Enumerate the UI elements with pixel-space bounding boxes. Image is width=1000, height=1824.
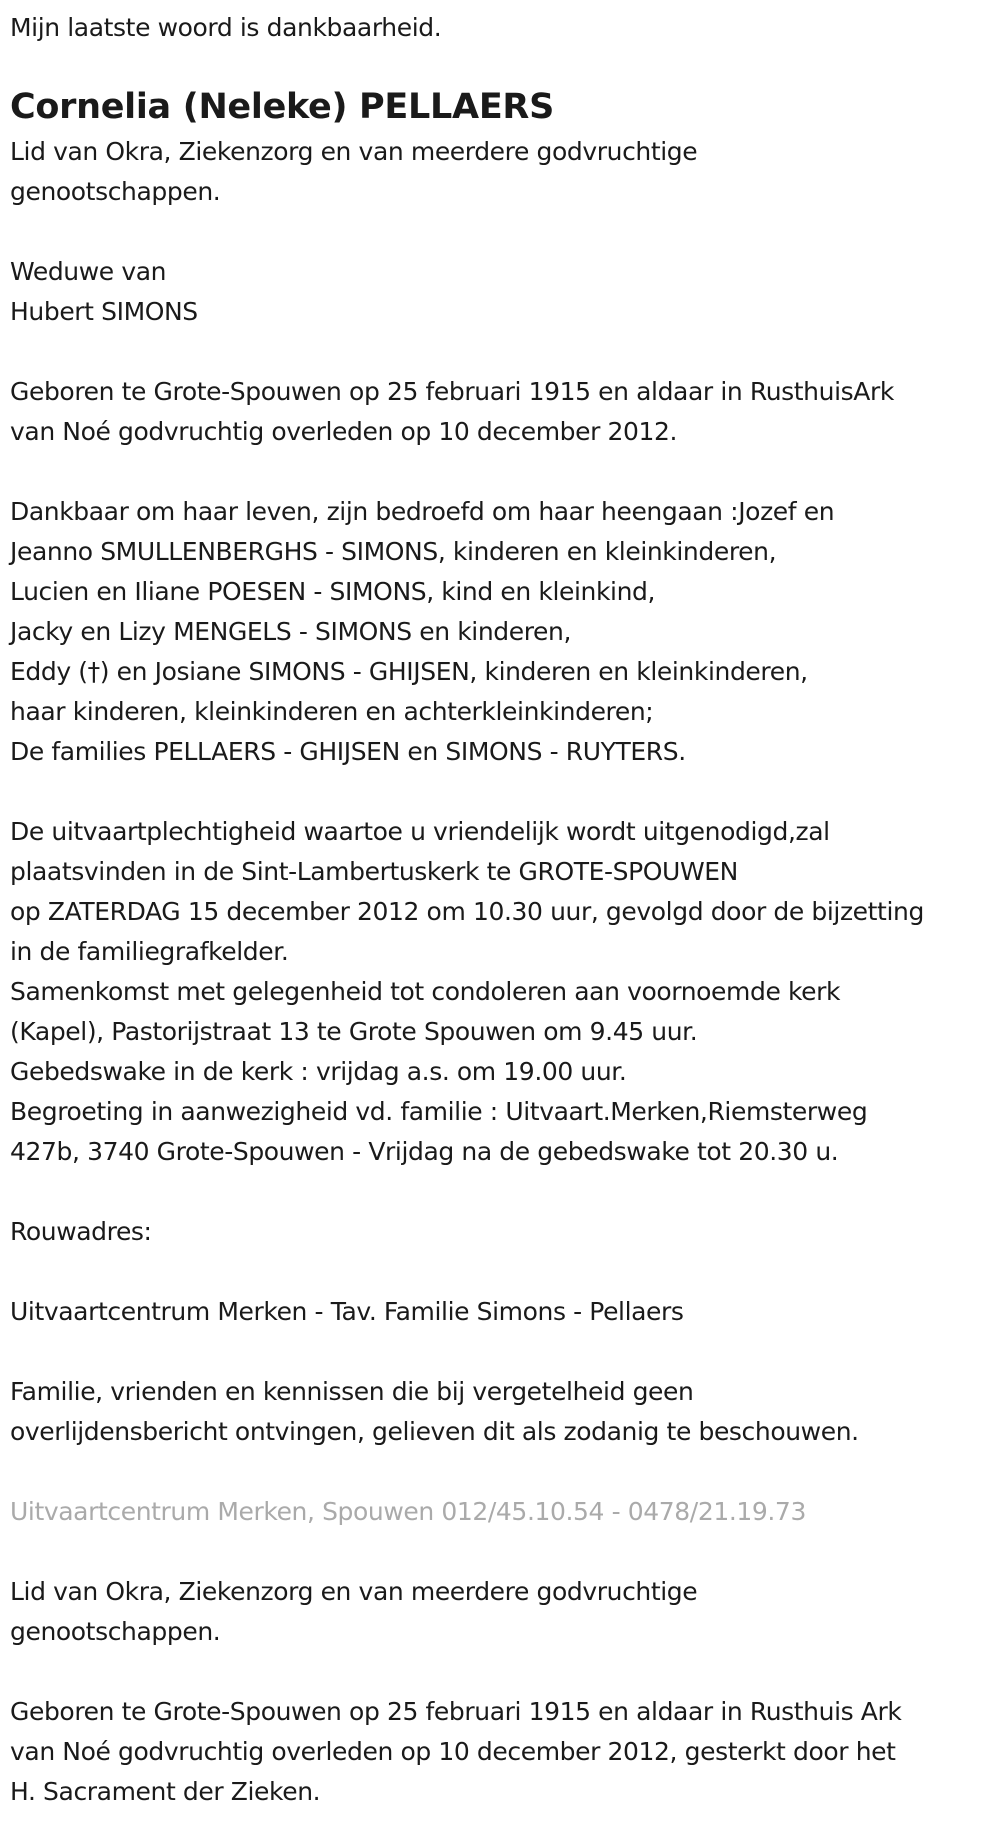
- ceremony-line: in de familiegrafkelder.: [10, 937, 289, 966]
- notice-line: Familie, vrienden en kennissen die bij vergetelheid geen: [10, 1377, 694, 1406]
- spacer: [10, 1172, 995, 1212]
- membership-line: Lid van Okra, Ziekenzorg en van meerdere godvruchtige: [10, 137, 698, 166]
- birth-death-paragraph: [10, 372, 995, 452]
- ceremony-line: De uitvaartplechtigheid waartoe u vriendelijk wordt uitgenodigd,zal: [10, 817, 830, 846]
- spacer: [10, 772, 995, 812]
- ceremony-paragraph: [10, 812, 995, 1172]
- spacer: [10, 1252, 995, 1292]
- spacer: [10, 1452, 995, 1492]
- ceremony-line: Gebedswake in de kerk : vrijdag a.s. om 19.00 uur.: [10, 1057, 627, 1086]
- spacer: [10, 332, 995, 372]
- opening-quote: Mijn laatste woord is dankbaarheid.: [10, 13, 442, 42]
- ceremony-line: plaatsvinden in de Sint-Lambertuskerk te GROTE-SPOUWEN: [10, 857, 738, 886]
- ceremony-line: Samenkomst met gelegenheid tot condoleren aan voornoemde kerk: [10, 977, 841, 1006]
- address-label: Rouwadres:: [10, 1217, 152, 1246]
- ceremony-line: op ZATERDAG 15 december 2012 om 10.30 uur, gevolgd door de bijzetting: [10, 897, 924, 926]
- family-line: Jacky en Lizy MENGELS - SIMONS en kinderen,: [10, 617, 572, 646]
- spacer: [10, 1332, 995, 1372]
- family-line: haar kinderen, kleinkinderen en achterkleinkinderen;: [10, 697, 654, 726]
- family-line: Lucien en Iliane POESEN - SIMONS, kind en kleinkind,: [10, 577, 656, 606]
- birth-death-line: Geboren te Grote-Spouwen op 25 februari 1915 en aldaar in RusthuisArk: [10, 377, 894, 406]
- spouse-paragraph: [10, 252, 995, 332]
- membership-paragraph: [10, 132, 995, 212]
- membership-repeat-paragraph: [10, 1572, 995, 1652]
- obituary-notice: [10, 8, 995, 1812]
- family-line: Eddy (†) en Josiane SIMONS - GHIJSEN, kinderen en kleinkinderen,: [10, 657, 808, 686]
- spacer: [10, 452, 995, 492]
- funeral-home-contact: Uitvaartcentrum Merken, Spouwen 012/45.10.54 - 0478/21.19.73: [10, 1497, 806, 1526]
- spacer: [10, 1532, 995, 1572]
- spouse-line: Weduwe van: [10, 257, 167, 286]
- spacer: [10, 1652, 995, 1692]
- birth-death-repeat-line: van Noé godvruchtig overleden op 10 december 2012, gesterkt door het: [10, 1737, 896, 1766]
- ceremony-line: 427b, 3740 Grote-Spouwen - Vrijdag na de gebedswake tot 20.30 u.: [10, 1137, 839, 1166]
- birth-death-repeat-line: Geboren te Grote-Spouwen op 25 februari 1915 en aldaar in Rusthuis Ark: [10, 1697, 902, 1726]
- family-paragraph: [10, 492, 995, 772]
- notice-paragraph: [10, 1372, 995, 1452]
- membership-repeat-line: genootschappen.: [10, 1617, 221, 1646]
- membership-repeat-line: Lid van Okra, Ziekenzorg en van meerdere godvruchtige: [10, 1577, 698, 1606]
- family-line: Jeanno SMULLENBERGHS - SIMONS, kinderen en kleinkinderen,: [10, 537, 777, 566]
- birth-death-repeat-line: H. Sacrament der Zieken.: [10, 1777, 321, 1806]
- birth-death-repeat-paragraph: [10, 1692, 995, 1812]
- spacer: [10, 212, 995, 252]
- ceremony-line: Begroeting in aanwezigheid vd. familie : Uitvaart.Merken,Riemsterweg: [10, 1097, 868, 1126]
- spouse-line: Hubert SIMONS: [10, 297, 198, 326]
- ceremony-line: (Kapel), Pastorijstraat 13 te Grote Spouwen om 9.45 uur.: [10, 1017, 698, 1046]
- family-line: De families PELLAERS - GHIJSEN en SIMONS - RUYTERS.: [10, 737, 686, 766]
- membership-line: genootschappen.: [10, 177, 221, 206]
- birth-death-line: van Noé godvruchtig overleden op 10 december 2012.: [10, 417, 678, 446]
- family-line: Dankbaar om haar leven, zijn bedroefd om haar heengaan :Jozef en: [10, 497, 835, 526]
- deceased-name: Cornelia (Neleke) PELLAERS: [10, 87, 554, 127]
- notice-line: overlijdensbericht ontvingen, gelieven dit als zodanig te beschouwen.: [10, 1417, 859, 1446]
- address-line: Uitvaartcentrum Merken - Tav. Familie Simons - Pellaers: [10, 1297, 684, 1326]
